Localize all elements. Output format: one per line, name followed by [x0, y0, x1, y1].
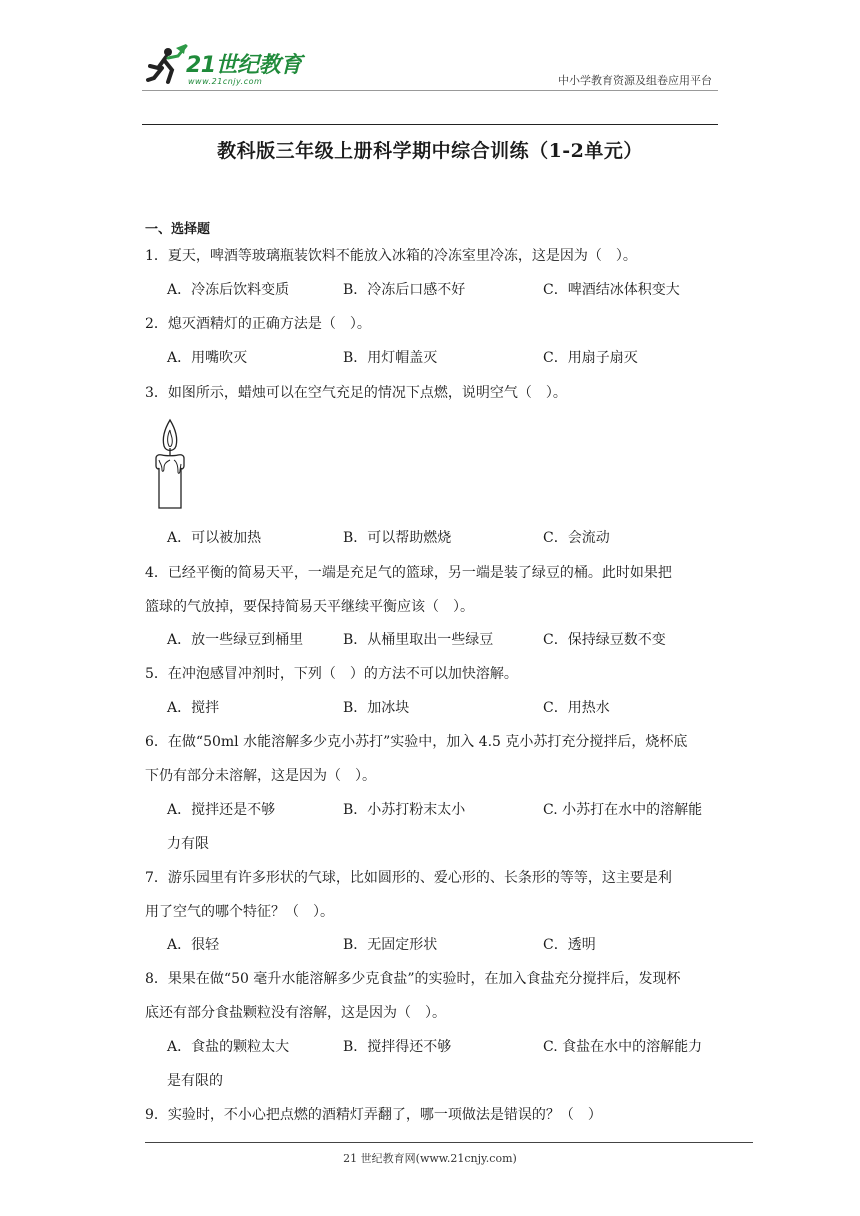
question-3-option-c: C．会流动: [543, 530, 610, 546]
question-8-option-c: C. 食盐在水中的溶解能力: [543, 1039, 703, 1055]
question-8-line-2: 底还有部分食盐颗粒没有溶解，这是因为（ ）。: [145, 1005, 446, 1021]
question-8-option-c-continuation: 是有限的: [167, 1073, 223, 1089]
question-7-option-a: A．很轻: [167, 937, 220, 953]
question-5-option-a: A．搅拌: [167, 700, 220, 716]
question-7-line-1: 7．游乐园里有许多形状的气球，比如圆形的、爱心形的、长条形的等等，这主要是利: [145, 870, 672, 886]
question-1-option-b: B．冷冻后口感不好: [343, 282, 466, 298]
footer-divider: [145, 1142, 753, 1143]
question-5-option-c: C．用热水: [543, 700, 610, 716]
page-title: 教科版三年级上册科学期中综合训练（1-2单元）: [217, 140, 643, 162]
logo-url: www.21cnjy.com: [188, 77, 263, 86]
runner-logo-icon: [142, 42, 190, 90]
question-6-line-2: 下仍有部分未溶解，这是因为（ ）。: [145, 768, 376, 784]
header-tagline: 中小学教育资源及组卷应用平台: [558, 74, 712, 87]
question-5-line-1: 5．在冲泡感冒冲剂时，下列（ ）的方法不可以加快溶解。: [145, 666, 518, 682]
logo-text: 21世纪教育: [186, 53, 302, 78]
question-5-option-b: B．加冰块: [343, 700, 410, 716]
question-6-option-c-continuation: 力有限: [167, 836, 209, 852]
question-1-option-a: A．冷冻后饮料变质: [167, 282, 290, 298]
question-7-option-b: B．无固定形状: [343, 937, 438, 953]
question-6-line-1: 6．在做“50ml 水能溶解多少克小苏打”实验中，加入 4.5 克小苏打充分搅拌后，烧杯底: [145, 734, 688, 750]
question-6-option-a: A．搅拌还是不够: [167, 802, 276, 818]
question-1-line-1: 1．夏天，啤酒等玻璃瓶装饮料不能放入冰箱的冷冻室里冷冻，这是因为（ ）。: [145, 248, 637, 264]
question-4-line-2: 篮球的气放掉，要保持简易天平继续平衡应该（ ）。: [145, 599, 474, 615]
page-footer: 21 世纪教育网(www.21cnjy.com): [343, 1152, 517, 1165]
question-3-line-1: 3．如图所示，蜡烛可以在空气充足的情况下点燃，说明空气（ ）。: [145, 385, 567, 401]
question-8-line-1: 8．果果在做“50 毫升水能溶解多少克食盐”的实验时，在加入食盐充分搅拌后，发现杯: [145, 971, 681, 987]
question-4-option-c: C．保持绿豆数不变: [543, 632, 666, 648]
question-4-option-b: B．从桶里取出一些绿豆: [343, 632, 494, 648]
question-9-line-1: 9．实验时，不小心把点燃的酒精灯弄翻了，哪一项做法是错误的？（ ）: [145, 1107, 602, 1123]
question-2-option-a: A．用嘴吹灭: [167, 350, 248, 366]
question-2-option-c: C．用扇子扇灭: [543, 350, 638, 366]
question-8-option-b: B．搅拌得还不够: [343, 1039, 452, 1055]
question-2-line-1: 2．熄灭酒精灯的正确方法是（ ）。: [145, 316, 371, 332]
question-7-option-c: C．透明: [543, 937, 596, 953]
question-4-line-1: 4．已经平衡的简易天平，一端是充足气的篮球，另一端是装了绿豆的桶。此时如果把: [145, 565, 672, 581]
header-divider: [142, 90, 718, 91]
question-3-option-b: B．可以帮助燃烧: [343, 530, 452, 546]
question-6-option-c: C. 小苏打在水中的溶解能: [543, 802, 703, 818]
question-1-option-c: C．啤酒结冰体积变大: [543, 282, 680, 298]
logo: [142, 40, 312, 92]
question-3-option-a: A．可以被加热: [167, 530, 262, 546]
question-2-option-b: B．用灯帽盖灭: [343, 350, 438, 366]
title-divider: [142, 124, 718, 125]
question-8-option-a: A．食盐的颗粒太大: [167, 1039, 290, 1055]
question-7-line-2: 用了空气的哪个特征？（ ）。: [145, 904, 334, 920]
question-6-option-b: B．小苏打粉末太小: [343, 802, 466, 818]
candle-icon: [150, 418, 190, 510]
page-header: [142, 40, 718, 92]
question-4-option-a: A．放一些绿豆到桶里: [167, 632, 304, 648]
section-heading: 一、选择题: [145, 222, 211, 237]
